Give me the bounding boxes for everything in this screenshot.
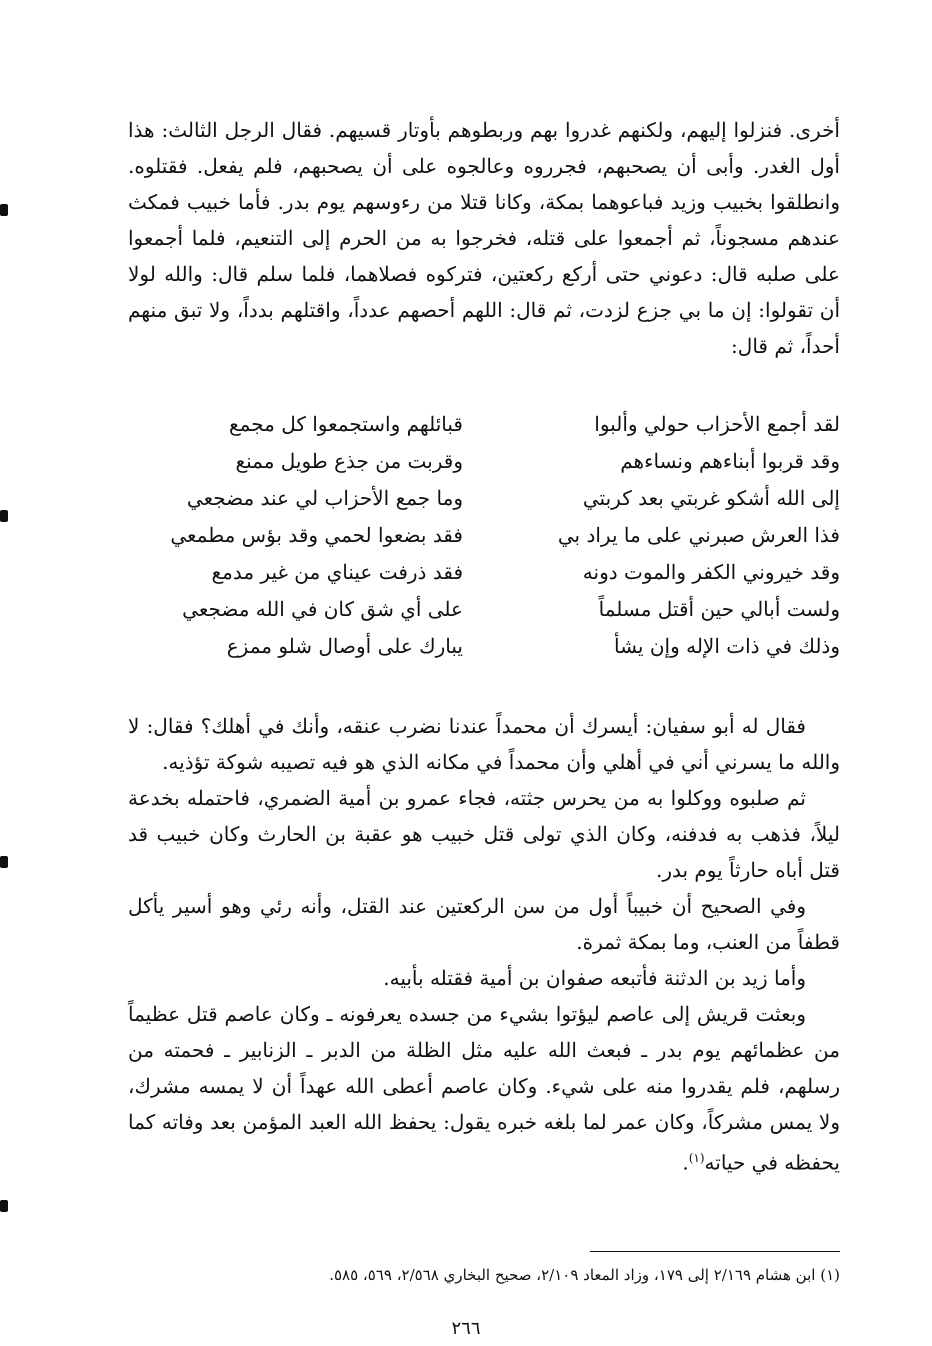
verse-second-hemistich: فقد ذرفت عيناي من غير مدمع xyxy=(211,560,463,584)
verse-first-hemistich: إلى الله أشكو غربتي بعد كربتي xyxy=(582,486,840,510)
footnote-divider xyxy=(590,1251,840,1252)
scan-edge-mark xyxy=(0,204,8,216)
scan-edge-mark xyxy=(0,510,8,522)
paragraph: أخرى. فنزلوا إليهم، ولكنهم غدروا بهم وربطوهم بأوتار قسيهم. فقال الرجل الثالث: هذا أول الغدر. وأبى أن يصحبهم، فجرروه وعالجوه على أن يصحبهم، فلم يفعل. فقتلوه. وانطلقوا بخبيب وزيد فباعوهما بمكة، وكانا قتلا من رءوسهم يوم بدر. فأما خبيب فمكث عندهم مسجوناً، ثم أجمعوا على قتله، فخرجوا به من الحرم إلى التنعيم، فلما أجمعوا على صلبه قال: دعوني حتى أركع ركعتين، فتركوه فصلاهما، فلما سلم قال: والله لولا أن تقولوا: إن ما بي جزع لزدت، ثم قال: اللهم أحصهم عدداً، واقتلهم بدداً، ولا تبق منهم أحداً، ثم قال: xyxy=(128,118,840,358)
scan-edge-mark xyxy=(0,856,8,868)
top-paragraph xyxy=(128,112,840,364)
poem-verse xyxy=(128,406,840,443)
poem-verse xyxy=(128,628,840,665)
verse-second-hemistich: قبائلهم واستجمعوا كل مجمع xyxy=(229,412,463,436)
verse-second-hemistich: وقربت من جذع طويل ممنع xyxy=(235,449,463,473)
poem-verse xyxy=(128,517,840,554)
page-number: ٢٦٦ xyxy=(451,1318,481,1339)
paragraph-text: وبعثت قريش إلى عاصم ليؤتوا بشيء من جسده يعرفونه ـ وكان عاصم قتل عظيماً من عظمائهم يوم بدر ـ فبعث الله عليه مثل الظلة من الدبر ـ الزنابير ـ فحمته من رسلهم، فلم يقدروا منه على شيء. وكان عاصم أعطى الله عهداً أن لا يمسه مشرك، ولا يمس مشركاً، وكان عمر لما بلغه خبره يقول: يحفظ الله العبد المؤمن بعد وفاته كما يحفظه في حياته xyxy=(128,1002,840,1175)
verse-first-hemistich: فذا العرش صبرني على ما يراد بي xyxy=(557,523,840,547)
verse-second-hemistich: على أي شق كان في الله مضجعي xyxy=(182,597,463,621)
paragraph: وأما زيد بن الدثنة فأتبعه صفوان بن أمية فقتله بأبيه. xyxy=(383,966,806,990)
verse-second-hemistich: يبارك على أوصال شلو ممزع xyxy=(226,634,463,658)
paragraph: ثم صلبوه ووكلوا به من يحرس جثته، فجاء عمرو بن أمية الضمري، فاحتمله بخدعة ليلاً، فذهب به فدفنه، وكان الذي تولى قتل خبيب هو عقبة بن الحارث وكان خبيب قد قتل أباه حارثاً يوم بدر. xyxy=(128,786,840,882)
poem-verse xyxy=(128,554,840,591)
scan-edge-mark xyxy=(0,1200,8,1212)
verse-first-hemistich: لقد أجمع الأحزاب حولي وألبوا xyxy=(594,412,840,436)
verse-second-hemistich: فقد بضعوا لحمي وقد بؤس مطمعي xyxy=(170,523,463,547)
paragraph: وفي الصحيح أن خبيباً أول من سن الركعتين عند القتل، وأنه رئي وهو أسير يأكل قطفاً من العنب، وما بمكة ثمرة. xyxy=(128,894,840,954)
verse-first-hemistich: وقد خيروني الكفر والموت دونه xyxy=(582,560,840,584)
footnote-marker[interactable]: (١) xyxy=(688,1151,705,1165)
bottom-paragraphs xyxy=(128,708,840,1181)
poem-verse xyxy=(128,480,840,517)
paragraph-with-footnote: وبعثت قريش إلى عاصم ليؤتوا بشيء من جسده يعرفونه ـ وكان عاصم قتل عظيماً من عظمائهم يوم بدر ـ فبعث الله عليه مثل الظلة من الدبر ـ الزنابير ـ فحمته من رسلهم، فلم يقدروا منه على شيء. وكان عاصم أعطى الله عهداً أن لا يمسه مشرك، ولا يمس مشركاً، وكان عمر لما بلغه خبره يقول: يحفظ الله العبد المؤمن بعد وفاته كما يحفظه في حياته$^{(١)}$. xyxy=(128,1002,840,1175)
footnote: (١) ابن هشام ٢/١٦٩ إلى ١٧٩، وزاد المعاد ٢/١٠٩، صحيح البخاري ٢/٥٦٨، ٥٦٩، ٥٨٥. xyxy=(329,1266,840,1284)
verse-first-hemistich: وقد قربوا أبناءهم ونساءهم xyxy=(620,449,840,473)
verse-first-hemistich: ولست أبالي حين أقتل مسلماً xyxy=(598,597,840,621)
verse-first-hemistich: وذلك في ذات الإله وإن يشأ xyxy=(613,634,840,658)
verse-second-hemistich: وما جمع الأحزاب لي عند مضجعي xyxy=(186,486,463,510)
poem-verse xyxy=(128,443,840,480)
poem-verse xyxy=(128,591,840,628)
paragraph: فقال له أبو سفيان: أيسرك أن محمداً عندنا نضرب عنقه، وأنك في أهلك؟ فقال: لا والله ما يسرني أني في أهلي وأن محمداً في مكانه الذي هو فيه تصيبه شوكة تؤذيه. xyxy=(128,714,840,774)
poem xyxy=(128,406,840,665)
